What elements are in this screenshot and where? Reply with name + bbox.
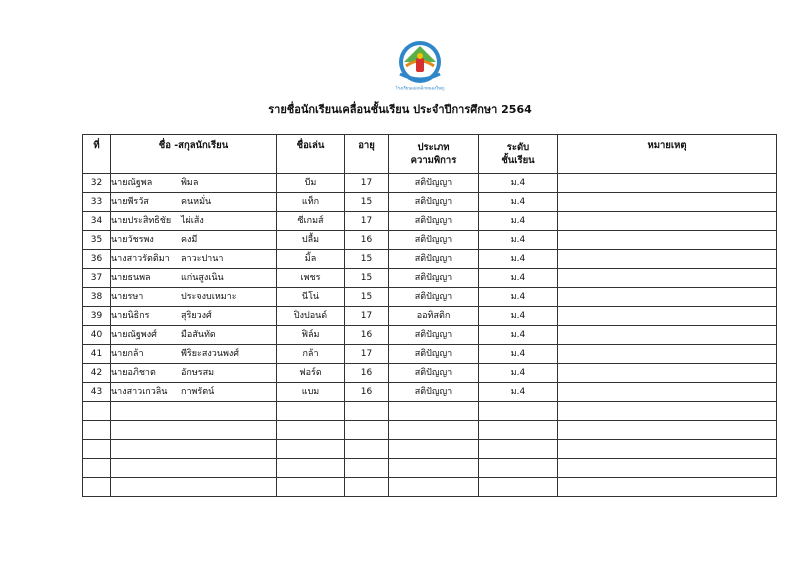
empty-cell: [389, 402, 479, 421]
header-name: ชื่อ -สกุลนักเรียน: [111, 135, 277, 174]
table-row: [83, 288, 777, 307]
empty-table-row: [83, 459, 777, 478]
disability-type: สติปัญญา: [389, 174, 479, 193]
row-number: 39: [83, 307, 111, 326]
empty-cell: [345, 421, 389, 440]
student-age: 16: [345, 364, 389, 383]
student-name: [111, 193, 277, 212]
class-level: ม.4: [479, 212, 558, 231]
header-no: ที่: [83, 135, 111, 174]
student-age: 17: [345, 174, 389, 193]
student-name: [111, 269, 277, 288]
row-number: 36: [83, 250, 111, 269]
empty-table-row: [83, 478, 777, 497]
note-cell: [558, 307, 777, 326]
student-last-name: ไผ่เส้ง: [181, 216, 204, 226]
row-number: 32: [83, 174, 111, 193]
student-name: [111, 326, 277, 345]
header-level-line2: ชั้นเรียน: [501, 155, 535, 166]
class-level: ม.4: [479, 231, 558, 250]
row-number: 37: [83, 269, 111, 288]
empty-cell: [277, 440, 345, 459]
note-cell: [558, 250, 777, 269]
student-last-name: คงมี: [181, 235, 198, 245]
student-nickname: บีม: [277, 174, 345, 193]
table-row: [83, 383, 777, 402]
disability-type: สติปัญญา: [389, 364, 479, 383]
note-cell: [558, 383, 777, 402]
student-name: [111, 212, 277, 231]
note-cell: [558, 269, 777, 288]
header-type-line2: ความพิการ: [410, 155, 457, 166]
header-age: อายุ: [345, 135, 389, 174]
header-note: หมายเหตุ: [558, 135, 777, 174]
class-level: ม.4: [479, 174, 558, 193]
header-disability-type: [389, 135, 479, 174]
student-age: 15: [345, 288, 389, 307]
empty-cell: [277, 402, 345, 421]
class-level: ม.4: [479, 193, 558, 212]
table-row: [83, 231, 777, 250]
student-first-name: นายประสิทธิชัย: [111, 216, 172, 226]
empty-table-row: [83, 440, 777, 459]
note-cell: [558, 212, 777, 231]
table-row: [83, 364, 777, 383]
student-nickname: ปิงปอนด์: [277, 307, 345, 326]
empty-cell: [558, 478, 777, 497]
table-row: [83, 193, 777, 212]
student-nickname: เพชร: [277, 269, 345, 288]
student-name: [111, 383, 277, 402]
note-cell: [558, 193, 777, 212]
table-row: [83, 326, 777, 345]
empty-cell: [345, 478, 389, 497]
student-age: 16: [345, 326, 389, 345]
student-first-name: นายวัชรพง: [111, 235, 154, 245]
class-level: ม.4: [479, 288, 558, 307]
student-age: 17: [345, 345, 389, 364]
empty-cell: [389, 421, 479, 440]
student-nickname: ฟอร์ด: [277, 364, 345, 383]
student-name: [111, 250, 277, 269]
empty-cell: [558, 459, 777, 478]
table-row: [83, 307, 777, 326]
empty-cell: [389, 459, 479, 478]
student-first-name: นายอภิชาต: [111, 368, 156, 378]
empty-cell: [111, 459, 277, 478]
student-nickname: นีโน่: [277, 288, 345, 307]
table-row: [83, 269, 777, 288]
empty-cell: [111, 478, 277, 497]
row-number: 40: [83, 326, 111, 345]
disability-type: สติปัญญา: [389, 231, 479, 250]
empty-table-row: [83, 402, 777, 421]
student-first-name: นายนิธิกร: [111, 311, 150, 321]
row-number: 34: [83, 212, 111, 231]
empty-cell: [389, 440, 479, 459]
header-level-line1: ระดับ: [506, 142, 530, 153]
student-name: [111, 307, 277, 326]
empty-cell: [479, 478, 558, 497]
class-level: ม.4: [479, 269, 558, 288]
empty-cell: [479, 459, 558, 478]
empty-cell: [111, 421, 277, 440]
student-first-name: นายรษา: [111, 292, 144, 302]
table-row: [83, 345, 777, 364]
student-last-name: มือสันทัด: [181, 330, 216, 340]
class-level: ม.4: [479, 364, 558, 383]
table-header-row: [83, 135, 777, 174]
note-cell: [558, 288, 777, 307]
student-first-name: นายณัฐพงศ์: [111, 330, 157, 340]
header-type-line1: ประเภท: [417, 142, 450, 153]
empty-cell: [558, 402, 777, 421]
class-level: ม.4: [479, 345, 558, 364]
empty-cell: [479, 440, 558, 459]
student-first-name: นายกล้า: [111, 349, 144, 359]
document-title: รายชื่อนักเรียนเคลื่อนชั้นเรียน ประจำปีการศึกษา 2564: [268, 103, 532, 116]
empty-cell: [277, 459, 345, 478]
student-name: [111, 231, 277, 250]
student-last-name: อักษรสม: [181, 368, 215, 378]
student-first-name: นายณัฐพล: [111, 178, 153, 188]
note-cell: [558, 326, 777, 345]
empty-table-row: [83, 421, 777, 440]
student-last-name: พีริยะสงวนพงศ์: [181, 349, 240, 359]
class-level: ม.4: [479, 250, 558, 269]
student-age: 17: [345, 307, 389, 326]
row-number: 43: [83, 383, 111, 402]
student-first-name: นายธนพล: [111, 273, 151, 283]
student-name: [111, 174, 277, 193]
disability-type: สติปัญญา: [389, 345, 479, 364]
class-level: ม.4: [479, 383, 558, 402]
disability-type: สติปัญญา: [389, 212, 479, 231]
disability-type: สติปัญญา: [389, 193, 479, 212]
empty-cell: [479, 421, 558, 440]
row-number: 35: [83, 231, 111, 250]
header-nickname: ชื่อเล่น: [277, 135, 345, 174]
student-age: 15: [345, 269, 389, 288]
student-last-name: ประจงบเหมาะ: [181, 292, 237, 302]
empty-cell: [345, 440, 389, 459]
school-emblem-icon: [392, 38, 448, 94]
student-last-name: พิมล: [181, 178, 199, 188]
empty-cell: [345, 402, 389, 421]
class-level: ม.4: [479, 326, 558, 345]
student-nickname: แท็ก: [277, 193, 345, 212]
empty-cell: [83, 440, 111, 459]
empty-cell: [83, 478, 111, 497]
empty-cell: [479, 402, 558, 421]
student-nickname: ซีเกมส์: [277, 212, 345, 231]
empty-cell: [83, 402, 111, 421]
empty-cell: [83, 459, 111, 478]
note-cell: [558, 231, 777, 250]
row-number: 38: [83, 288, 111, 307]
disability-type: สติปัญญา: [389, 269, 479, 288]
student-nickname: กล้า: [277, 345, 345, 364]
row-number: 41: [83, 345, 111, 364]
empty-cell: [277, 421, 345, 440]
logo-caption: โรงเรียนแม่เหล็กหนองใหญ่: [395, 85, 445, 91]
student-nickname: ฟิล์ม: [277, 326, 345, 345]
row-number: 33: [83, 193, 111, 212]
student-table: [82, 134, 777, 497]
student-first-name: นายพีรวัส: [111, 197, 149, 207]
student-nickname: แบม: [277, 383, 345, 402]
student-age: 16: [345, 383, 389, 402]
student-nickname: มิ้ล: [277, 250, 345, 269]
student-age: 15: [345, 250, 389, 269]
note-cell: [558, 174, 777, 193]
student-age: 15: [345, 193, 389, 212]
note-cell: [558, 345, 777, 364]
empty-cell: [111, 440, 277, 459]
student-age: 17: [345, 212, 389, 231]
student-first-name: นางสาวเกวลิน: [111, 387, 168, 397]
student-last-name: สุริยวงศ์: [181, 311, 212, 321]
table-row: [83, 250, 777, 269]
empty-cell: [277, 478, 345, 497]
disability-type: ออทิสติก: [389, 307, 479, 326]
table-row: [83, 212, 777, 231]
disability-type: สติปัญญา: [389, 250, 479, 269]
student-nickname: ปลื้ม: [277, 231, 345, 250]
empty-cell: [345, 459, 389, 478]
empty-cell: [111, 402, 277, 421]
student-first-name: นางสาวรัตติมา: [111, 254, 170, 264]
student-age: 16: [345, 231, 389, 250]
student-name: [111, 364, 277, 383]
empty-cell: [558, 440, 777, 459]
student-last-name: ลาวะปานา: [181, 254, 224, 264]
row-number: 42: [83, 364, 111, 383]
class-level: ม.4: [479, 307, 558, 326]
student-name: [111, 345, 277, 364]
disability-type: สติปัญญา: [389, 326, 479, 345]
student-last-name: กาพรัตน์: [181, 387, 215, 397]
empty-cell: [83, 421, 111, 440]
student-last-name: แก่นสูงเนิน: [181, 273, 224, 283]
header-class-level: [479, 135, 558, 174]
note-cell: [558, 364, 777, 383]
student-name: [111, 288, 277, 307]
student-last-name: คนหมั่น: [181, 197, 212, 207]
empty-cell: [558, 421, 777, 440]
table-row: [83, 174, 777, 193]
disability-type: สติปัญญา: [389, 288, 479, 307]
disability-type: สติปัญญา: [389, 383, 479, 402]
empty-cell: [389, 478, 479, 497]
